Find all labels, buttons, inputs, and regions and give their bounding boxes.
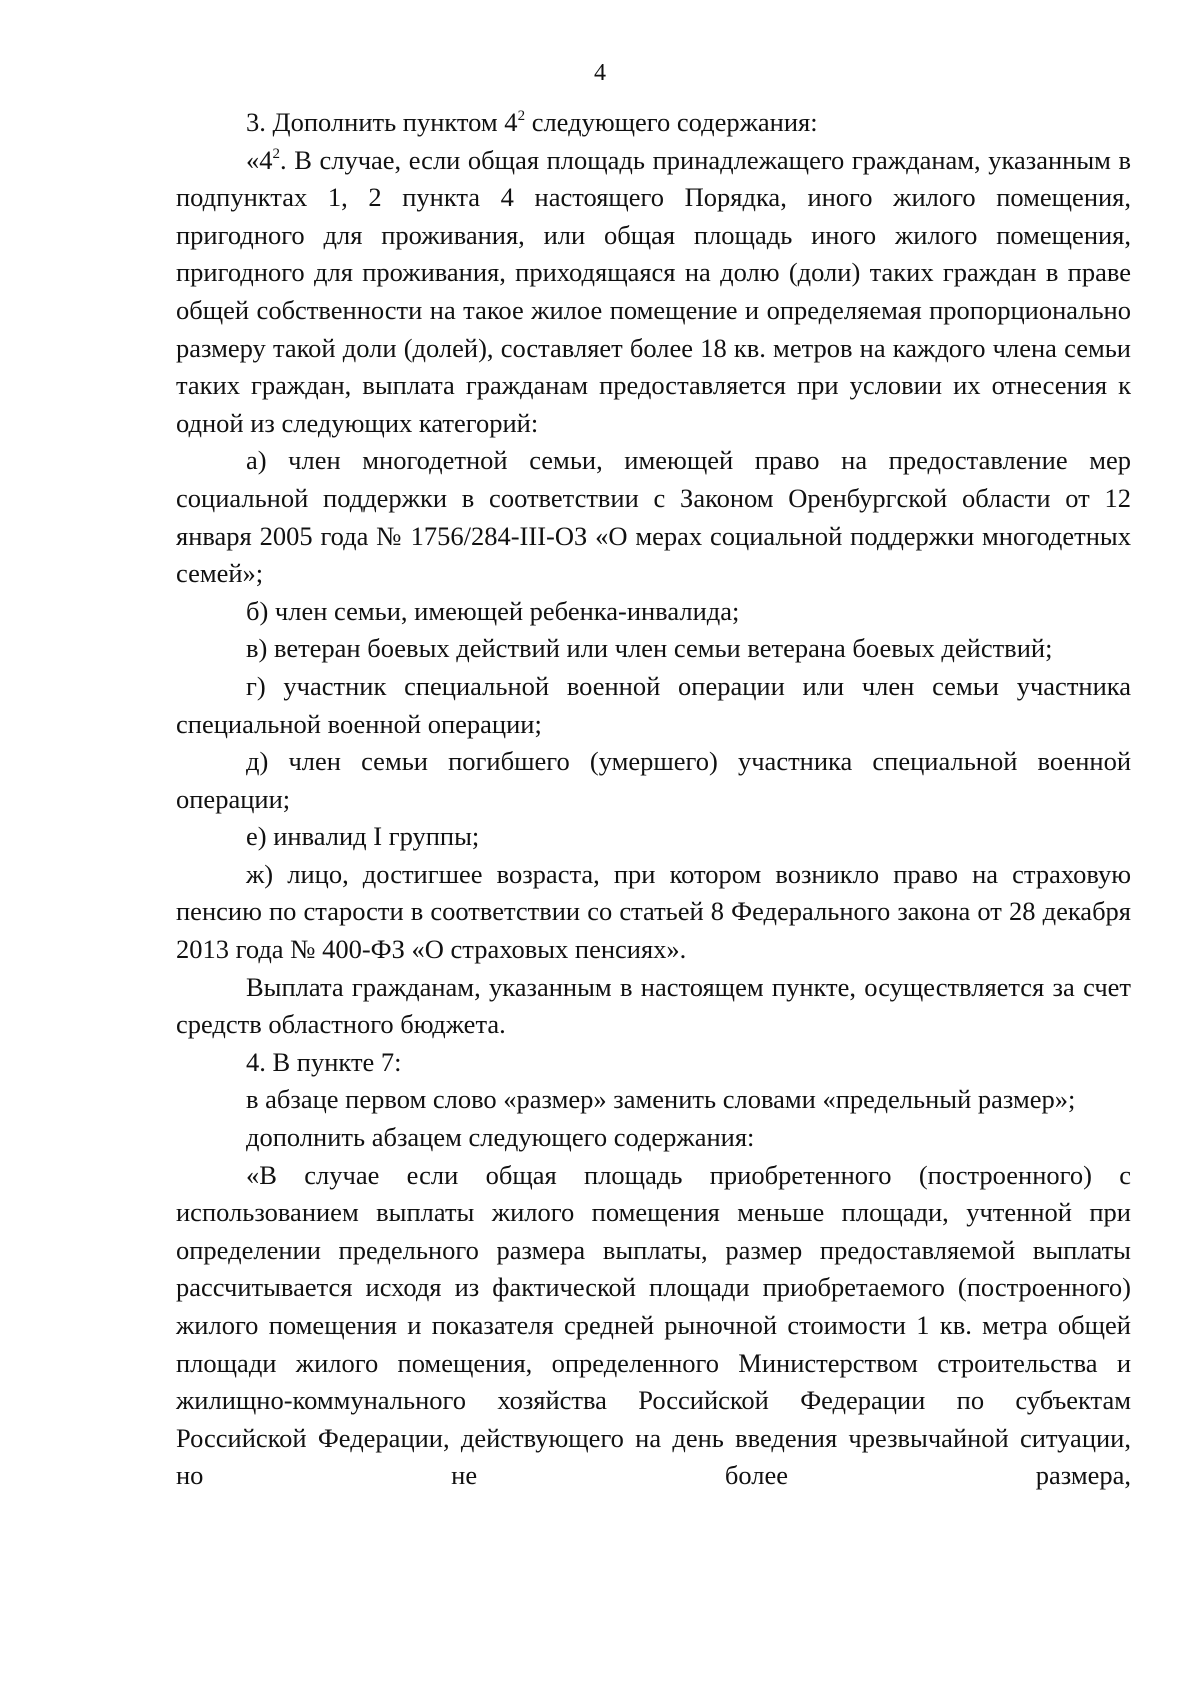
item-4-heading: 4. В пункте 7: [246, 1046, 402, 1077]
paragraph-4-2-text: . В случае, если общая площадь принадлежащего гражданам, указанным в подпунктах 1, 2 пункта 4 настоящего Порядка, иного жилого помещения, пригодного для проживания, или общая площадь иного жилого помещения, пригодного для проживания, приходящаяся на долю (доли) таких граждан в праве общей собственности на такое жилое помещение и определяемая пропорционально размеру такой доли (долей), составляет более 18 кв. метров на каждого члена семьи таких граждан, выплата гражданам предоставляется при условии их отнесения к одной из следующих категорий: [176, 144, 1131, 438]
paragraph-4-2-superscript: 2 [272, 145, 280, 162]
item-4-line-1: в абзаце первом слово «размер» заменить словами «предельный размер»; [246, 1084, 1076, 1115]
category-d: д) член семьи погибшего (умершего) участника специальной военной операции; [176, 746, 1131, 814]
category-b: б) член семьи, имеющей ребенка-инвалида; [246, 595, 740, 626]
paragraph-4-2 [176, 142, 1131, 443]
page-number: 4 [594, 60, 606, 86]
item-4-line-2: дополнить абзацем следующего содержания: [246, 1122, 755, 1153]
category-a: а) член многодетной семьи, имеющей право на предоставление мер социальной поддержки в соответствии с Законом Оренбургской области от 12 января 2005 года № 1756/284-III-ОЗ «О мерах социальной поддержки многодетных семей»; [176, 445, 1131, 589]
category-g: г) участник специальной военной операции или член семьи участника специальной военной операции; [176, 670, 1131, 739]
category-zh: ж) лицо, достигшее возраста, при котором возникло право на страховую пенсию по старости в соответствии со статьей 8 Федерального закона от 28 декабря 2013 года № 400-ФЗ «О страховых пенсиях». [176, 858, 1131, 965]
category-e: е) инвалид I группы; [246, 821, 480, 852]
paragraph-4-2-prefix: «4 [246, 144, 273, 175]
item-3-superscript: 2 [517, 108, 526, 124]
item-4-quote: «В случае если общая площадь приобретенного (построенного) с использованием выплаты жилого помещения меньше площади, учтенной при определении предельного размера выплаты, размер предоставляемой выплаты рассчитывается исходя из фактической площади приобретаемого (построенного) жилого помещения и показателя средней рыночной стоимости 1 кв. метра общей площади жилого помещения, определенного Министерством строительства и жилищно-коммунального хозяйства Российской Федерации по субъектам Российской Федерации, действующего на день введения чрезвычайной ситуации, но не более размера, [176, 1159, 1131, 1491]
document-body [176, 104, 1131, 1495]
item-3-suffix: следующего содержания: [525, 107, 818, 137]
item-3-paragraph [176, 104, 1131, 142]
payment-note: Выплата гражданам, указанным в настоящем пункте, осуществляется за счет средств областного бюджета. [176, 971, 1131, 1040]
item-3-prefix: 3. Дополнить пунктом 4 [246, 107, 518, 137]
category-v: в) ветеран боевых действий или член семьи ветерана боевых действий; [246, 633, 1053, 664]
